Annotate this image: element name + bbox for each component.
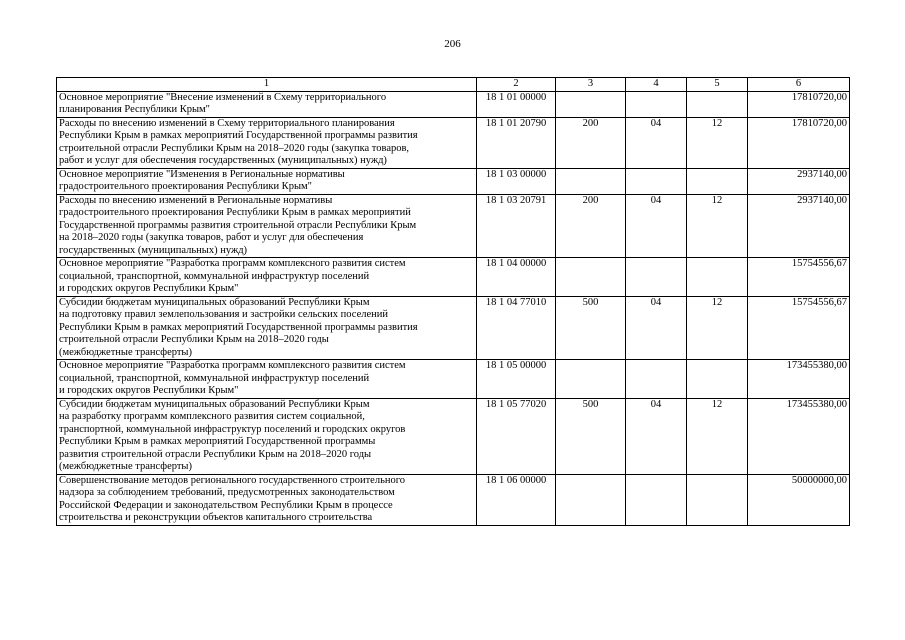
row-col3-cell: 200 (556, 194, 626, 258)
header-row (57, 78, 850, 92)
row-col5-cell (687, 474, 748, 525)
row-name-cell: Основное мероприятие "Разработка программ комплексного развития систем социальной, транспортной, коммунальной инфраструктур поселений и городских округов Республики Крым" (57, 258, 477, 297)
row-col4-cell: 04 (626, 194, 687, 258)
column-header: 4 (626, 78, 687, 92)
row-name-cell: Расходы по внесению изменений в Региональные нормативы градостроительного проектирования Республики Крым в рамках мероприятий Государственной программы развития строительной отрасли Республики Крым на 2018–2020 годы (закупка товаров, работ и услуг для обеспечения государственных (муниципальных) нужд) (57, 194, 477, 258)
row-col4-cell: 04 (626, 117, 687, 168)
row-amount-cell: 17810720,00 (748, 117, 850, 168)
row-name-cell: Совершенствование методов регионального государственного строительного надзора за соблюдением требований, предусмотренных законодательством Российской Федерации и законодательством Республики Крым в процессе строительства и реконструкции объектов капитального строительства (57, 474, 477, 525)
row-col4-cell: 04 (626, 398, 687, 474)
row-col4-cell (626, 168, 687, 194)
row-col4-cell (626, 91, 687, 117)
row-code-cell: 18 1 04 77010 (477, 296, 556, 360)
row-col5-cell: 12 (687, 194, 748, 258)
column-header: 6 (748, 78, 850, 92)
row-amount-cell: 2937140,00 (748, 194, 850, 258)
row-amount-cell: 173455380,00 (748, 360, 850, 399)
row-amount-cell: 15754556,67 (748, 258, 850, 297)
row-col4-cell: 04 (626, 296, 687, 360)
row-amount-cell: 50000000,00 (748, 474, 850, 525)
row-amount-cell: 17810720,00 (748, 91, 850, 117)
column-header: 5 (687, 78, 748, 92)
row-col4-cell (626, 258, 687, 297)
row-col3-cell: 200 (556, 117, 626, 168)
table-row (57, 474, 850, 525)
table-row (57, 117, 850, 168)
budget-table (56, 77, 850, 526)
row-name-cell: Субсидии бюджетам муниципальных образований Республики Крым на подготовку правил землепользования и застройки сельских поселений Республики Крым в рамках мероприятий Государственной программы развития строительной отрасли Республики Крым на 2018–2020 годы (межбюджетные трансферты) (57, 296, 477, 360)
table-row (57, 168, 850, 194)
row-col3-cell (556, 360, 626, 399)
row-code-cell: 18 1 06 00000 (477, 474, 556, 525)
row-col3-cell (556, 474, 626, 525)
row-col3-cell: 500 (556, 398, 626, 474)
row-name-cell: Основное мероприятие "Разработка программ комплексного развития систем социальной, транспортной, коммунальной инфраструктур поселений и городских округов Республики Крым" (57, 360, 477, 399)
row-col3-cell (556, 258, 626, 297)
row-col5-cell: 12 (687, 296, 748, 360)
row-amount-cell: 173455380,00 (748, 398, 850, 474)
table-row (57, 258, 850, 297)
column-header: 3 (556, 78, 626, 92)
row-amount-cell: 15754556,67 (748, 296, 850, 360)
column-header: 1 (57, 78, 477, 92)
row-name-cell: Субсидии бюджетам муниципальных образований Республики Крым на разработку программ комплексного развития систем социальной, транспортной, коммунальной инфраструктур поселений и городских округов Республики Крым в рамках мероприятий Государственной программы развития строительной отрасли Республики Крым на 2018–2020 годы (межбюджетные трансферты) (57, 398, 477, 474)
row-col5-cell: 12 (687, 398, 748, 474)
column-header: 2 (477, 78, 556, 92)
row-col3-cell (556, 168, 626, 194)
row-code-cell: 18 1 01 20790 (477, 117, 556, 168)
table-row (57, 360, 850, 399)
row-col4-cell (626, 360, 687, 399)
row-code-cell: 18 1 05 77020 (477, 398, 556, 474)
row-code-cell: 18 1 04 00000 (477, 258, 556, 297)
row-name-cell: Основное мероприятие "Внесение изменений в Схему территориального планирования Республики Крым" (57, 91, 477, 117)
row-col5-cell (687, 258, 748, 297)
page-number: 206 (444, 38, 461, 50)
row-name-cell: Основное мероприятие "Изменения в Региональные нормативы градостроительного проектирования Республики Крым" (57, 168, 477, 194)
row-code-cell: 18 1 01 00000 (477, 91, 556, 117)
row-amount-cell: 2937140,00 (748, 168, 850, 194)
row-col5-cell (687, 91, 748, 117)
table-row (57, 91, 850, 117)
table-row (57, 398, 850, 474)
row-col3-cell (556, 91, 626, 117)
row-col5-cell (687, 168, 748, 194)
row-col4-cell (626, 474, 687, 525)
table-row (57, 296, 850, 360)
row-name-cell: Расходы по внесению изменений в Схему территориального планирования Республики Крым в рамках мероприятий Государственной программы развития строительной отрасли Республики Крым на 2018–2020 годы (закупка товаров, работ и услуг для обеспечения государственных (муниципальных) нужд) (57, 117, 477, 168)
row-col5-cell: 12 (687, 117, 748, 168)
row-col5-cell (687, 360, 748, 399)
row-col3-cell: 500 (556, 296, 626, 360)
table-row (57, 194, 850, 258)
row-code-cell: 18 1 03 20791 (477, 194, 556, 258)
row-code-cell: 18 1 05 00000 (477, 360, 556, 399)
row-code-cell: 18 1 03 00000 (477, 168, 556, 194)
